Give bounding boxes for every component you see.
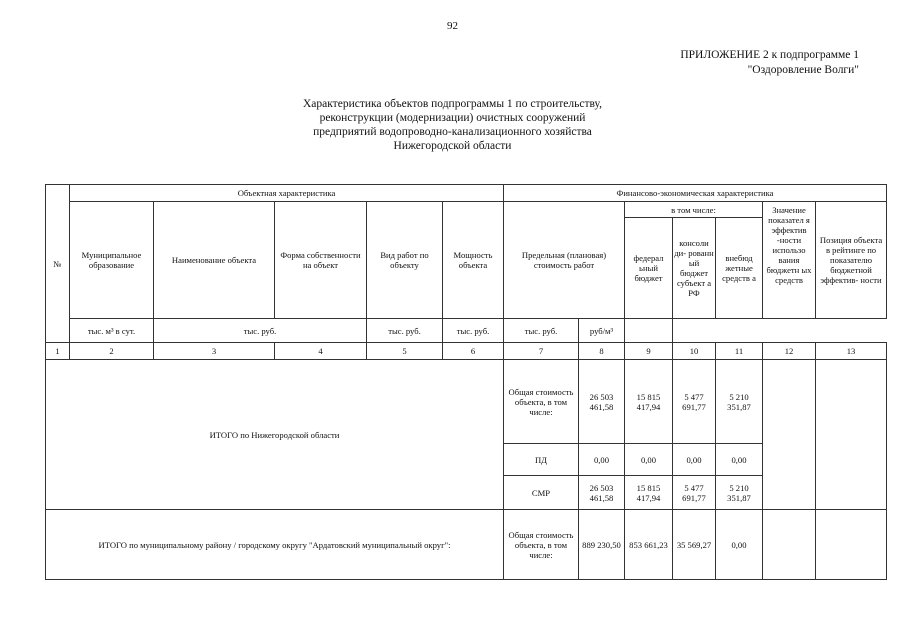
- total-district-rating: [816, 510, 887, 580]
- column-number: 1: [46, 343, 70, 360]
- total-region-cost: 0,00: [579, 444, 625, 476]
- total-region-federal: 0,00: [625, 444, 673, 476]
- title-line: Нижегородской области: [393, 140, 512, 152]
- total-region-consolidated: 5 477 691,77: [673, 360, 716, 444]
- column-number: 9: [625, 343, 673, 360]
- header-municipal: Муниципальное образование: [70, 202, 154, 319]
- total-region-cost: 26 503 461,58: [579, 476, 625, 510]
- column-number: 3: [154, 343, 275, 360]
- total-region-label: ИТОГО по Нижегородской области: [46, 360, 504, 510]
- column-number: 13: [816, 343, 887, 360]
- total-region-consolidated: 0,00: [673, 444, 716, 476]
- header-capacity: Мощность объекта: [443, 202, 504, 319]
- header-consolidated-budget: консоли ди- рованн ый бюджет субъект а РФ: [673, 218, 716, 319]
- appendix-note: [680, 48, 859, 78]
- unit-extrabudget: тыс. руб.: [504, 319, 579, 343]
- header-work-type: Вид работ по объекту: [367, 202, 443, 319]
- unit-consolidated: тыс. руб.: [443, 319, 504, 343]
- appendix-line-1: ПРИЛОЖЕНИЕ 2 к подпрограмме 1: [680, 49, 859, 61]
- total-region-extrabudget: 0,00: [716, 444, 763, 476]
- header-extrabudget: внебюд жетные средств а: [716, 218, 763, 319]
- total-district-efficiency: [763, 510, 816, 580]
- total-district-row-name: Общая стоимость объекта, в том числе:: [504, 510, 579, 580]
- header-number: №: [46, 185, 70, 343]
- column-number: 7: [504, 343, 579, 360]
- column-number: 4: [275, 343, 367, 360]
- total-district-cost: 889 230,50: [579, 510, 625, 580]
- column-number: 10: [673, 343, 716, 360]
- total-region-row-name: Общая стоимость объекта, в том числе:: [504, 360, 579, 444]
- page-number: 92: [447, 20, 458, 32]
- total-region-consolidated: 5 477 691,77: [673, 476, 716, 510]
- column-number: 5: [367, 343, 443, 360]
- total-region-rating: [816, 360, 887, 510]
- total-region-federal: 15 815 417,94: [625, 360, 673, 444]
- title-line: реконструкции (модернизации) очистных сооружений: [319, 112, 586, 124]
- total-region-row-name: СМР: [504, 476, 579, 510]
- column-number: 8: [579, 343, 625, 360]
- header-financial-characteristics: Финансово-экономическая характеристика: [504, 185, 887, 202]
- unit-rating: [625, 319, 673, 343]
- header-including: в том числе:: [625, 202, 763, 218]
- title-line: предприятий водопроводно-канализационного хозяйства: [313, 126, 592, 138]
- header-federal-budget: федерал ьный бюджет: [625, 218, 673, 319]
- unit-efficiency: руб/м³: [579, 319, 625, 343]
- header-max-cost: Предельная (плановая) стоимость работ: [504, 202, 625, 319]
- header-efficiency: Значение показател я эффектив -ности использо вания бюджетн ых средств: [763, 202, 816, 319]
- column-number: 12: [763, 343, 816, 360]
- unit-federal: тыс. руб.: [367, 319, 443, 343]
- unit-capacity: тыс. м³ в сут.: [70, 319, 154, 343]
- objects-table: [45, 184, 887, 580]
- header-object-characteristics: Объектная характеристика: [70, 185, 504, 202]
- total-region-row-name: ПД: [504, 444, 579, 476]
- total-district-label: ИТОГО по муниципальному району / городскому округу "Ардатовский муниципальный округ":: [46, 510, 504, 580]
- total-region-extrabudget: 5 210 351,87: [716, 476, 763, 510]
- header-rating: Позиция объекта в рейтинге по показателю бюджетной эффектив- ности: [816, 202, 887, 319]
- total-district-federal: 853 661,23: [625, 510, 673, 580]
- column-number: 11: [716, 343, 763, 360]
- header-ownership: Форма собственности на объект: [275, 202, 367, 319]
- total-region-efficiency: [763, 360, 816, 510]
- column-number: 2: [70, 343, 154, 360]
- total-region-federal: 15 815 417,94: [625, 476, 673, 510]
- total-district-extrabudget: 0,00: [716, 510, 763, 580]
- column-number: 6: [443, 343, 504, 360]
- title-line: Характеристика объектов подпрограммы 1 по строительству,: [302, 98, 603, 110]
- header-object-name: Наименование объекта: [154, 202, 275, 319]
- total-region-cost: 26 503 461,58: [579, 360, 625, 444]
- total-region-extrabudget: 5 210 351,87: [716, 360, 763, 444]
- unit-cost: тыс. руб.: [154, 319, 367, 343]
- appendix-line-2: "Оздоровление Волги": [747, 64, 859, 76]
- total-district-consolidated: 35 569,27: [673, 510, 716, 580]
- document-title: [0, 97, 905, 153]
